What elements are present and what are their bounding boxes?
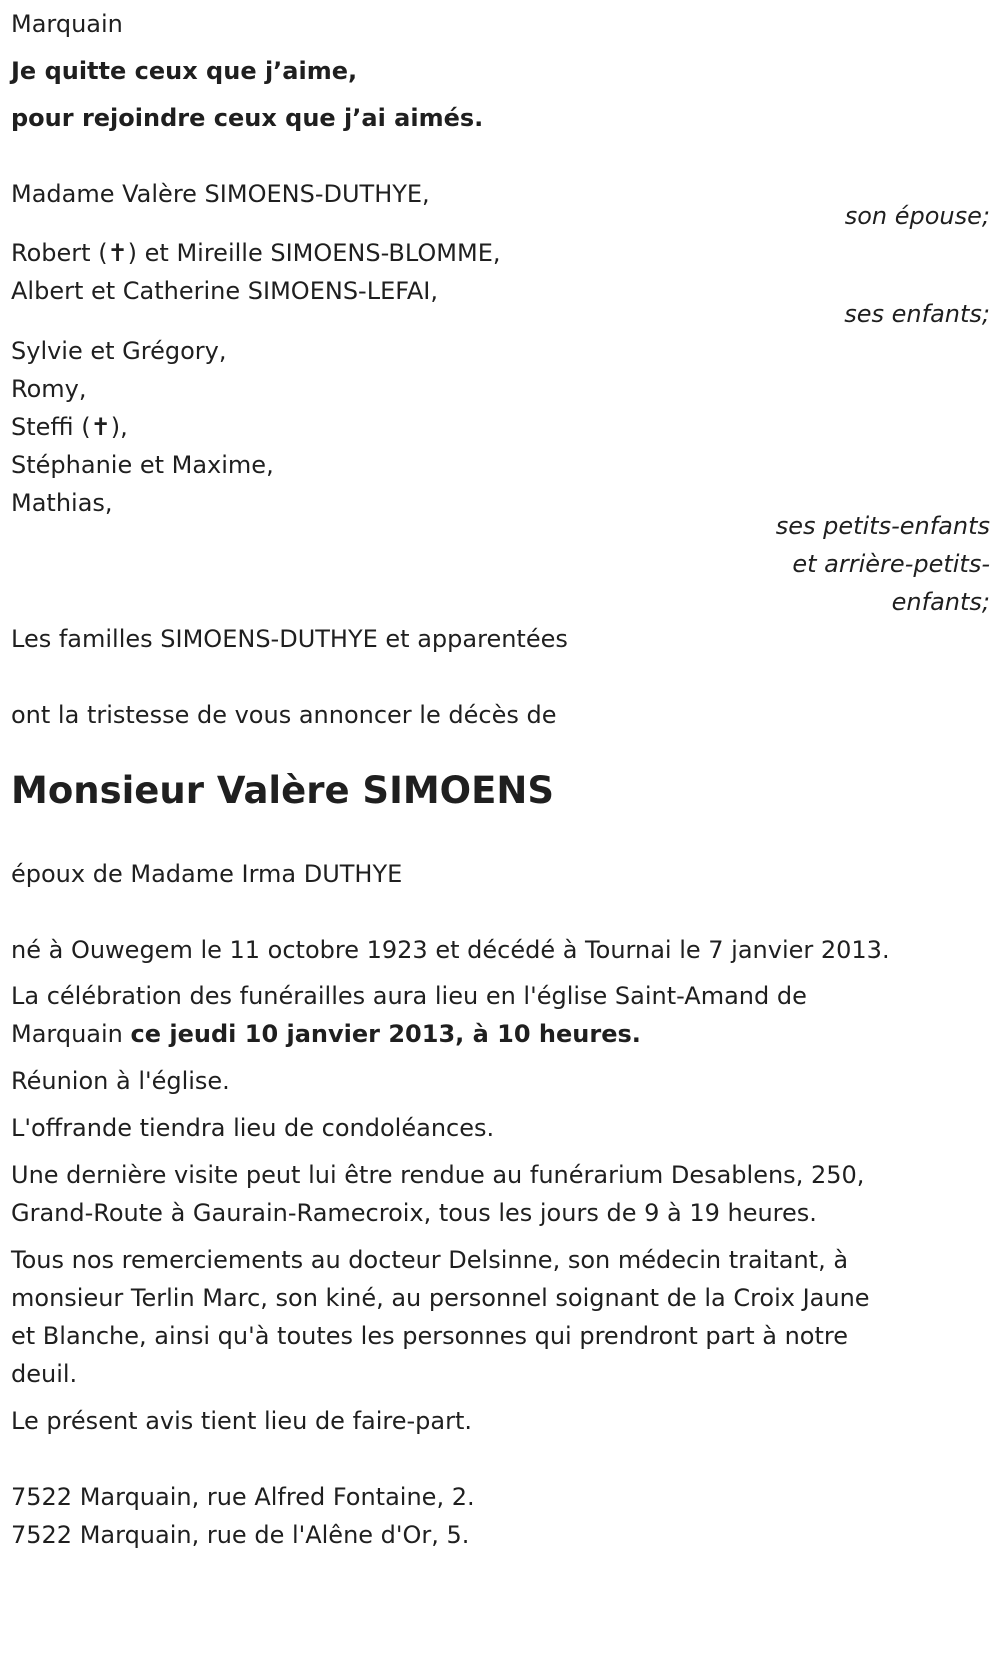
meeting-line: Réunion à l'église. — [11, 1067, 230, 1095]
grandchildren-role: et arrière-petits- — [792, 550, 990, 578]
deceased-name: Monsieur Valère SIMOENS — [11, 769, 555, 812]
birth-death-line: né à Ouwegem le 11 octobre 1923 et décédé à Tournai le 7 janvier 2013. — [11, 936, 890, 964]
address-line: 7522 Marquain, rue Alfred Fontaine, 2. — [11, 1483, 475, 1511]
offering-line: L'offrande tiendra lieu de condoléances. — [11, 1114, 495, 1142]
thanks-line: Tous nos remerciements au docteur Delsinne, son médecin traitant, à — [11, 1246, 849, 1274]
spouse-role: son épouse; — [844, 202, 990, 230]
grandchild-name: Sylvie et Grégory, — [11, 337, 227, 365]
children-role: ses enfants; — [844, 300, 990, 328]
notice-line: Le présent avis tient lieu de faire-part. — [11, 1407, 473, 1435]
visit-line: Une dernière visite peut lui être rendue au funérarium Desablens, 250, — [11, 1161, 865, 1189]
thanks-line: monsieur Terlin Marc, son kiné, au personnel soignant de la Croix Jaune — [11, 1284, 870, 1312]
grandchildren-role: enfants; — [891, 588, 990, 616]
ceremony-line: La célébration des funérailles aura lieu en l'église Saint-Amand de — [11, 982, 807, 1010]
grandchild-name: Stéphanie et Maxime, — [11, 451, 274, 479]
grandchild-name: Mathias, — [11, 489, 113, 517]
thanks-line: deuil. — [11, 1360, 78, 1388]
visit-line: Grand-Route à Gaurain-Ramecroix, tous les jours de 9 à 19 heures. — [11, 1199, 817, 1227]
families-line: Les familles SIMOENS-DUTHYE et apparentées — [11, 625, 568, 653]
grandchildren-role: ses petits-enfants — [775, 512, 990, 540]
grandchild-name: Romy, — [11, 375, 87, 403]
spouse-of-line: époux de Madame Irma DUTHYE — [11, 860, 403, 888]
ceremony-place: Marquain — [11, 1020, 131, 1048]
epigraph-line: Je quitte ceux que j’aime, — [11, 57, 358, 85]
address-line: 7522 Marquain, rue de l'Alêne d'Or, 5. — [11, 1521, 470, 1549]
location: Marquain — [11, 10, 123, 38]
ceremony-date: ce jeudi 10 janvier 2013, à 10 heures. — [130, 1020, 641, 1048]
announcement-line: ont la tristesse de vous annoncer le décès de — [11, 701, 557, 729]
thanks-line: et Blanche, ainsi qu'à toutes les personnes qui prendront part à notre — [11, 1322, 848, 1350]
grandchild-name: Steffi (✝), — [11, 413, 128, 441]
child-name: Robert (✝) et Mireille SIMOENS-BLOMME, — [11, 239, 501, 267]
epigraph-line: pour rejoindre ceux que j’ai aimés. — [11, 104, 484, 132]
spouse-name: Madame Valère SIMOENS-DUTHYE, — [11, 180, 430, 208]
child-name: Albert et Catherine SIMOENS-LEFAI, — [11, 277, 438, 305]
ceremony-line — [11, 1014, 641, 1054]
